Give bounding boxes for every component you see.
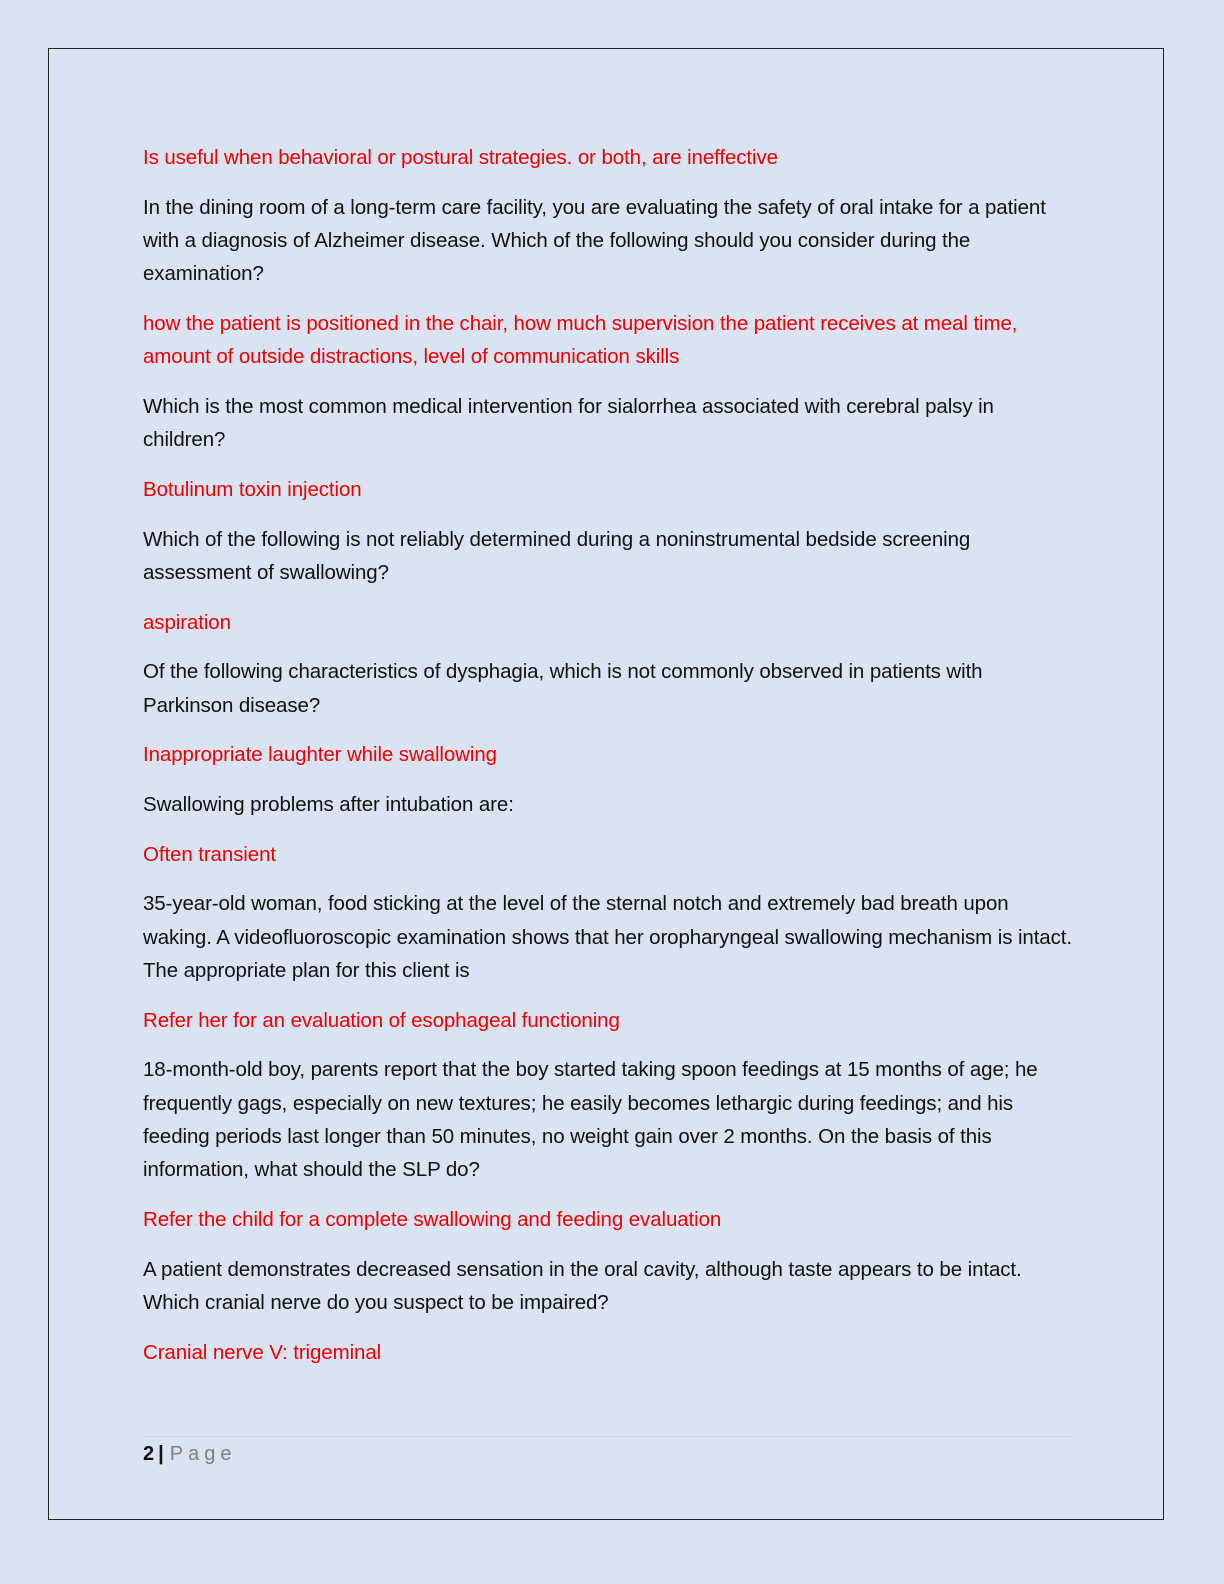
answer-text: Inappropriate laughter while swallowing xyxy=(143,743,497,767)
question-text: 35-year-old woman, food sticking at the level of the sternal notch and extremely bad breath upon waking. A videofluoroscopic examination shows that her oropharyngeal swallowing mechanism is intact. The appropriate plan for this client is xyxy=(143,892,1072,982)
question-text: A patient demonstrates decreased sensation in the oral cavity, although taste appears to be intact. Which cranial nerve do you suspect to be impaired? xyxy=(143,1257,1022,1314)
question-text: Of the following characteristics of dysphagia, which is not commonly observed in patients with Parkinson disease? xyxy=(143,660,983,717)
answer-text: Refer the child for a complete swallowing and feeding evaluation xyxy=(143,1207,722,1231)
answer-text: how the patient is positioned in the chair, how much supervision the patient receives at meal time, amount of outside distractions, level of communication skills xyxy=(143,311,1018,369)
page-number: 2 xyxy=(143,1443,155,1465)
question-text: Which of the following is not reliably determined during a noninstrumental bedside screening assessment of swallowing? xyxy=(143,527,971,584)
page-footer xyxy=(143,1440,236,1468)
answer-text: Refer her for an evaluation of esophageal functioning xyxy=(143,1008,620,1032)
question-text: 18-month-old boy, parents report that the boy started taking spoon feedings at 15 months of age; he frequently gags, especially on new textures; he easily becomes lethargic during feedings; and his feeding periods last longer than 50 minutes, no weight gain over 2 months. On the basis of this information, what should the SLP do? xyxy=(143,1058,1038,1182)
answer-text: aspiration xyxy=(143,610,231,634)
question-text: Which is the most common medical intervention for sialorrhea associated with cerebral palsy in children? xyxy=(143,394,994,452)
answer-text: Is useful when behavioral or postural strategies. or both, are ineffective xyxy=(143,146,778,169)
answer-text: Often transient xyxy=(143,842,276,866)
page-label: Page xyxy=(169,1443,237,1465)
answer-text: Cranial nerve V: trigeminal xyxy=(143,1340,382,1364)
answer-text: Botulinum toxin injection xyxy=(143,477,362,501)
question-text: Swallowing problems after intubation are: xyxy=(143,792,514,816)
footer-separator: | xyxy=(158,1443,164,1465)
document-body xyxy=(143,141,1073,1385)
question-text: In the dining room of a long-term care facility, you are evaluating the safety of oral intake for a patient with a diagnosis of Alzheimer disease. Which of the following should you consider during the examination? xyxy=(143,195,1046,286)
footer-divider xyxy=(143,1436,1073,1437)
